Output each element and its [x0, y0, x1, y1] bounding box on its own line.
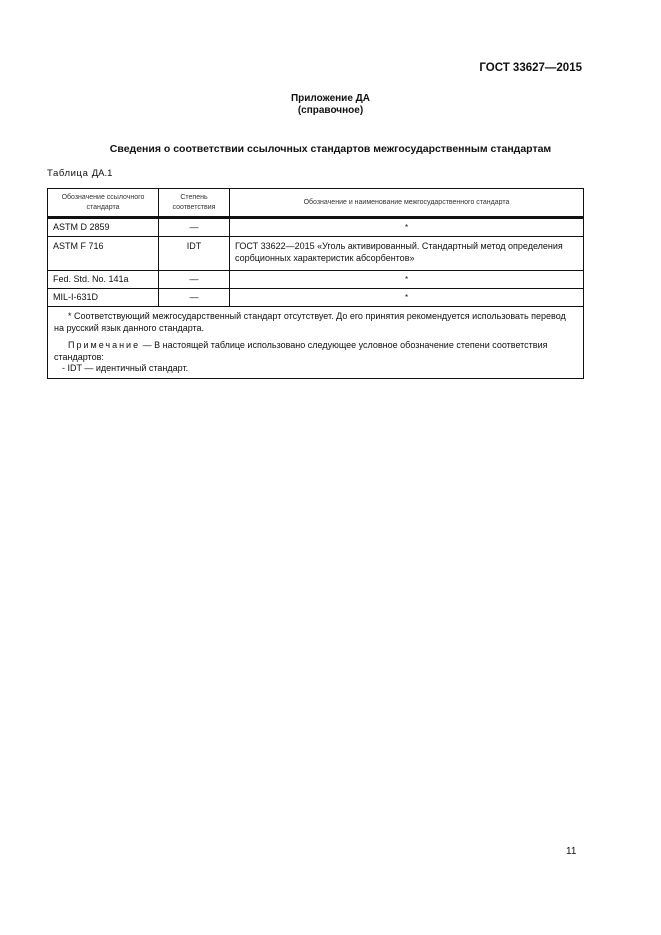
- cell-reference: ASTM F 716: [48, 237, 159, 271]
- document-code: ГОСТ 33627—2015: [479, 62, 582, 74]
- table-footer-row: [48, 307, 584, 379]
- table-caption: [47, 168, 112, 179]
- note-label: Примечание: [68, 340, 141, 350]
- cell-reference: Fed. Std. No. 141a: [48, 271, 159, 289]
- cell-interstate: *: [230, 289, 584, 307]
- reference-standards-table: [47, 188, 584, 379]
- table-header-row: [48, 189, 584, 218]
- page-number: 11: [566, 846, 577, 857]
- note-item-idt: - IDT — идентичный стандарт.: [62, 363, 189, 373]
- cell-degree: —: [159, 218, 230, 237]
- table-footnote: * Соответствующий межгосударственный стандарт отсутствует. До его принятия рекомендуется использовать перевод на русский язык данного стандарта.: [54, 311, 566, 333]
- annex-heading: [0, 93, 661, 117]
- section-title: Сведения о соответствии ссылочных стандартов межгосударственным стандартам: [109, 143, 552, 155]
- column-header-interstate: Обозначение и наименование межгосударственного стандарта: [230, 189, 584, 218]
- table-caption-number: ДА.1: [91, 168, 113, 179]
- table-caption-word: Таблица: [47, 168, 89, 179]
- table-footer: [48, 307, 584, 379]
- table-row: [48, 218, 584, 237]
- column-header-degree: Степень соответствия: [159, 189, 230, 218]
- cell-interstate: *: [230, 218, 584, 237]
- annex-title: Приложение ДА: [290, 93, 371, 104]
- cell-degree: —: [159, 289, 230, 307]
- cell-degree: —: [159, 271, 230, 289]
- annex-subtitle: (справочное): [297, 105, 364, 116]
- table-row: [48, 271, 584, 289]
- table-row: [48, 289, 584, 307]
- column-header-reference: Обозначение ссылочного стандарта: [48, 189, 159, 218]
- cell-interstate: ГОСТ 33622—2015 «Уголь активированный. Стандартный метод определения сорбционных характеристик абсорбентов»: [230, 237, 584, 271]
- cell-interstate: *: [230, 271, 584, 289]
- cell-reference: ASTM D 2859: [48, 218, 159, 237]
- table-note: [54, 340, 577, 363]
- table-row: [48, 237, 584, 271]
- cell-reference: MIL-I-631D: [48, 289, 159, 307]
- note-text: — В настоящей таблице использовано следующее условное обозначение степени соответствия стандартов:: [54, 340, 548, 362]
- cell-degree: IDT: [159, 237, 230, 271]
